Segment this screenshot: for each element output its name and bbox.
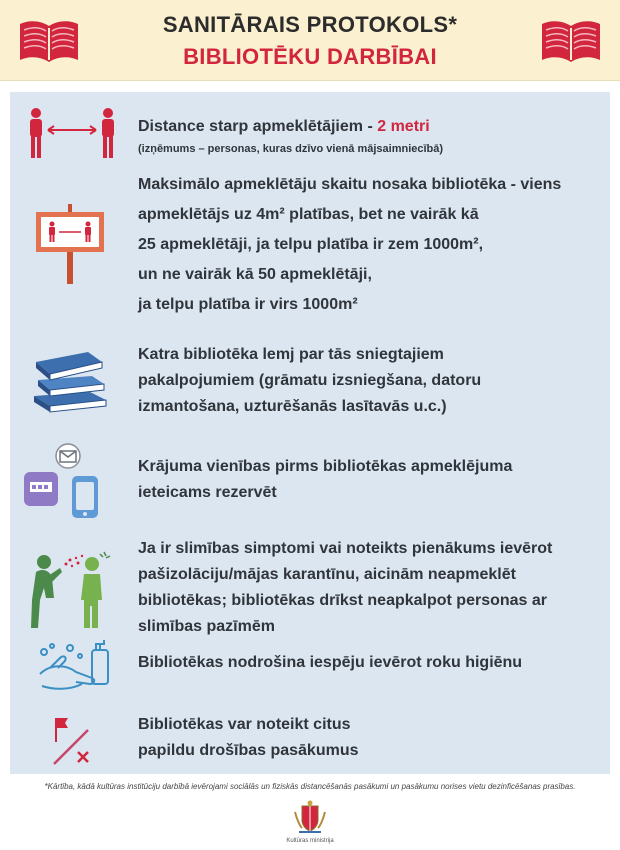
distance-value: 2 metri bbox=[377, 118, 430, 135]
coat-of-arms-icon bbox=[291, 798, 329, 836]
footnote: *Kārtība, kādā kultūras institūciju darbībā ievērojami sociālās un fiziskās distancēšanās pasākumi un pasākumu norises vietu dezinficēšanas prasības. bbox=[44, 782, 576, 791]
text-line: pakalpojumiem (grāmatu izsniegšana, datoru bbox=[138, 372, 482, 389]
protocol-panel bbox=[10, 92, 610, 774]
distance-note: (izņēmums – personas, kuras dzīvo vienā mājsaimniecībā) bbox=[138, 143, 444, 155]
text-line: izmantošana, uzturēšanās lasītavās u.c.) bbox=[138, 398, 447, 415]
text-line: ja telpu platība ir virs 1000m² bbox=[138, 296, 358, 313]
ministry-label: Kultūras ministrija bbox=[286, 838, 334, 844]
list-item bbox=[10, 710, 610, 770]
list-item bbox=[10, 536, 610, 644]
list-item bbox=[10, 638, 610, 694]
hand-wash-icon bbox=[36, 638, 112, 694]
text-line: Krājuma vienības pirms bibliotēkas apmeklējuma bbox=[138, 458, 513, 475]
text-line: apmeklētājs uz 4m² platības, bet ne vairāk kā bbox=[138, 206, 479, 223]
text-line: bibliotēkas; bibliotēkas drīkst neapkalpot personas ar bbox=[138, 592, 548, 609]
item-text bbox=[138, 536, 600, 640]
list-item bbox=[10, 442, 610, 522]
social-distance-icon bbox=[24, 106, 120, 162]
distance-text: Distance starp apmeklētājiem - bbox=[138, 118, 378, 135]
flag-cross-icon bbox=[50, 714, 96, 768]
item-text bbox=[138, 342, 600, 420]
sick-person-icon bbox=[26, 550, 114, 630]
text-line: slimības pazīmēm bbox=[138, 618, 275, 635]
text-line: Maksimālo apmeklētāju skaitu nosaka bibliotēka - viens bbox=[138, 176, 562, 193]
header-banner bbox=[0, 0, 620, 81]
books-stack-icon bbox=[30, 348, 110, 414]
text-line: Ja ir slimības simptomi vai noteikts pienākums ievērot bbox=[138, 540, 553, 557]
text-line: 25 apmeklētāji, ja telpu platība ir zem 1000m², bbox=[138, 236, 484, 253]
text-line: papildu drošības pasākumus bbox=[138, 742, 359, 759]
text-line: pašizolāciju/mājas karantīnu, aicinām neapmeklēt bbox=[138, 566, 516, 583]
text-line: Bibliotēkas nodrošina iespēju ievērot roku higiēnu bbox=[138, 654, 523, 671]
list-item bbox=[10, 342, 610, 424]
item-text bbox=[138, 712, 600, 764]
list-item bbox=[10, 106, 610, 162]
text-line: un ne vairāk kā 50 apmeklētāji, bbox=[138, 266, 372, 283]
item-text bbox=[138, 650, 600, 676]
item-text bbox=[138, 454, 600, 506]
capacity-sign-icon bbox=[34, 204, 106, 284]
item-text bbox=[138, 170, 600, 320]
open-book-icon bbox=[540, 18, 602, 64]
reservation-devices-icon bbox=[22, 442, 112, 522]
text-line: Katra bibliotēka lemj par tās sniegtajiem bbox=[138, 346, 444, 363]
item-text bbox=[138, 114, 600, 158]
text-line: ieteicams rezervēt bbox=[138, 484, 277, 501]
text-line: Bibliotēkas var noteikt citus bbox=[138, 716, 351, 733]
page-title: SANITĀRAIS PROTOKOLS* bbox=[162, 12, 458, 37]
page-subtitle: BIBLIOTĒKU DARBĪBAI bbox=[183, 44, 437, 69]
list-item bbox=[10, 170, 610, 320]
